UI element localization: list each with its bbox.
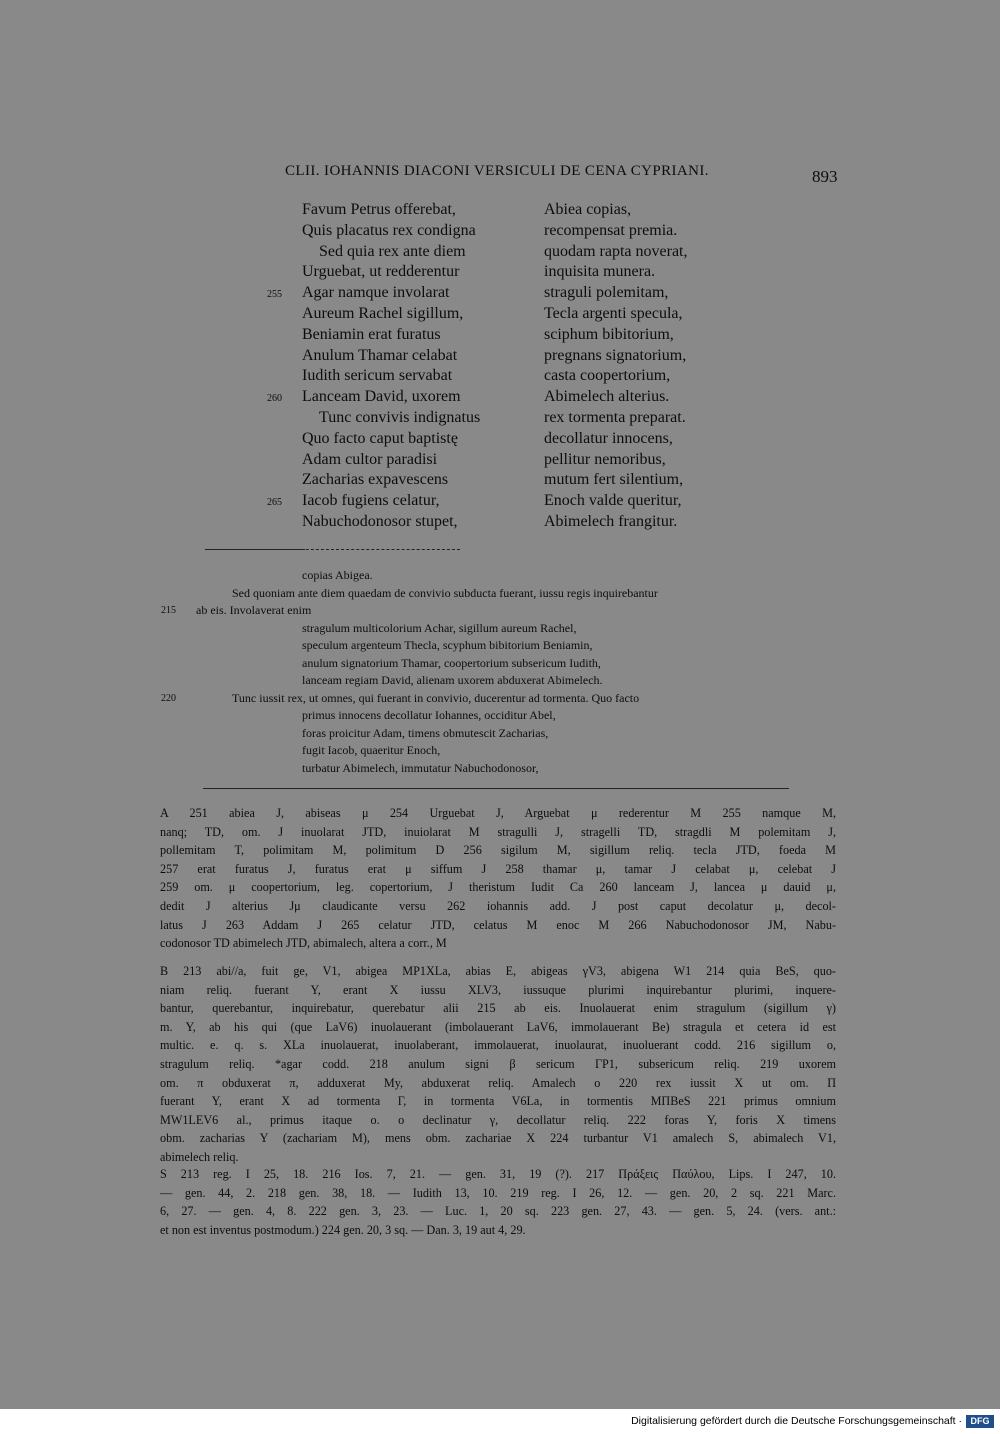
- apparatus-line: codonosor TD abimelech JTD, abimalech, altera a corr., M: [160, 936, 447, 951]
- dfg-logo: DFG: [966, 1415, 994, 1428]
- verse-line: [0, 471, 1000, 492]
- verse-line: [0, 243, 1000, 264]
- prose-line: Sed quoniam ante diem quaedam de convivio subducta fuerant, iussu regis inquirebantur: [232, 585, 658, 600]
- prose-line: primus innocens decollatur Iohannes, occiditur Abel,: [302, 708, 556, 722]
- apparatus-line: B 213 abi//a, fuit ge, V1, abigea MP1XLa, abias E, abigeas γV3, abigena W1 214 quia BeS, quo-: [160, 964, 836, 978]
- apparatus-line: A 251 abiea J, abiseas μ 254 Urguebat J, Arguebat μ rederentur M 255 namque M,: [160, 806, 836, 820]
- verse-right: Enoch valde queritur,: [544, 492, 682, 510]
- verse-line: [0, 388, 1000, 409]
- verse-left: Lanceam David, uxorem: [302, 388, 461, 406]
- verse-line: [0, 222, 1000, 243]
- separator-dashes: [205, 549, 460, 551]
- verse-line: [0, 263, 1000, 284]
- verse-line: [0, 451, 1000, 472]
- verse-line: [0, 492, 1000, 513]
- verse-line: [0, 305, 1000, 326]
- verse-right: pregnans signatorium,: [544, 346, 687, 364]
- footer-text: Digitalisierung gefördert durch die Deutsche Forschungsgemeinschaft ·: [631, 1415, 962, 1427]
- line-number: 265: [267, 497, 282, 509]
- verse-left: Urguebat, ut redderentur: [302, 263, 460, 281]
- prose-line: speculum argenteum Thecla, scyphum bibitorium Beniamin,: [302, 638, 593, 652]
- verse-right: Abimelech frangitur.: [544, 513, 678, 530]
- apparatus-line: abimelech reliq.: [160, 1149, 239, 1164]
- verse-left: Zacharias expavescens: [302, 471, 449, 489]
- verse-right: casta coopertorium,: [544, 367, 671, 385]
- line-number: 255: [267, 289, 282, 301]
- apparatus-sources: [160, 1165, 836, 1239]
- apparatus-line: latus J 263 Addam J 265 celatur JTD, celatus M enoc M 266 Nabuchodonosor JM, Nabu-: [160, 917, 836, 932]
- apparatus-line: stragulum reliq. *agar codd. 218 anulum signi β sericum ΓP1, subsericum reliq. 219 uxorem: [160, 1056, 836, 1071]
- verse-left: Quo facto caput baptistę: [302, 429, 458, 447]
- apparatus-line: S 213 reg. I 25, 18. 216 Ios. 7, 21. — gen. 31, 19 (?). 217 Πράξεις Παύλου, Lips. I 247, 10.: [160, 1167, 836, 1181]
- verse-left: Iudith sericum servabat: [302, 367, 453, 385]
- apparatus-line: et non est inventus postmodum.) 224 gen. 20, 3 sq. — Dan. 3, 19 aut 4, 29.: [160, 1222, 526, 1237]
- prose-line: foras proicitur Adam, timens obmutescit Zacharias,: [302, 725, 549, 740]
- verse-line: [0, 513, 1000, 534]
- verse-right: quodam rapta noverat,: [544, 242, 688, 260]
- apparatus-rule: [203, 788, 789, 789]
- prose-line: fugit Iacob, quaeritur Enoch,: [302, 743, 441, 757]
- verse-left: Iacob fugiens celatur,: [302, 492, 440, 510]
- running-title: CLII. IOHANNIS DIACONI VERSICULI DE CENA CYPRIANI.: [285, 163, 709, 179]
- verse-right: rex tormenta preparat.: [544, 409, 686, 426]
- verse-right: recompensat premia.: [544, 221, 678, 239]
- verse-left: Sed quia rex ante diem: [319, 242, 466, 260]
- prose-line: lanceam regiam David, alienam uxorem abduxerat Abimelech.: [302, 673, 603, 687]
- verse-left: Adam cultor paradisi: [302, 450, 438, 468]
- apparatus-line: dedit J alterius Jμ claudicante versu 262 iohannis add. J post caput decolatur μ, decol-: [160, 898, 836, 913]
- line-number: 220: [161, 692, 176, 704]
- verse-right: pellitur nemoribus,: [544, 450, 666, 468]
- apparatus-line: fuerant Y, erant X ad tormenta Γ, in tormenta V6La, in tormentis MΠBeS 221 primus omnium: [160, 1094, 836, 1109]
- page-number: 893: [812, 167, 838, 186]
- verse-left: Anulum Thamar celabat: [302, 346, 458, 364]
- verse-right: Abiea copias,: [544, 201, 632, 218]
- line-number: 260: [267, 393, 282, 405]
- apparatus-line: m. Y, ab his qui (que LaV6) inuolauerant (imbolauerant LaV6, immolauerant Be) stragula et cetera id est: [160, 1019, 836, 1034]
- verse-left: Beniamin erat furatus: [302, 325, 441, 343]
- verse-line: [0, 326, 1000, 347]
- apparatus-line: obm. zacharias Y (zachariam M), mens obm. zachariae X 224 turbantur V1 amalech S, abimalech V1,: [160, 1131, 836, 1146]
- prose-line: copias Abigea.: [302, 568, 373, 582]
- verse-line: [0, 347, 1000, 368]
- verse-right: straguli polemitam,: [544, 284, 669, 302]
- apparatus-line: 259 om. μ coopertorium, leg. copertorium, J theristum Iudit Ca 260 lanceam J, lancea μ dauid μ,: [160, 880, 836, 895]
- apparatus-line: multic. e. q. s. XLa inuolauerat, inuolaberant, immolauerat, inuolaurat, inuoluerant codd. 216 sigillum o,: [160, 1038, 836, 1053]
- verse-right: Tecla argenti specula,: [544, 305, 683, 322]
- line-number: 215: [161, 605, 176, 616]
- verse-left: Favum Petrus offerebat,: [302, 201, 456, 218]
- verse-right: inquisita munera.: [544, 263, 656, 281]
- apparatus-line: pollemitam T, polimitam M, polimitum D 256 sigilum M, sigillum reliq. tecla JTD, foeda M: [160, 843, 836, 858]
- verse-left: Tunc convivis indignatus: [319, 409, 481, 426]
- verse-line: [0, 284, 1000, 305]
- apparatus-line: 6, 27. — gen. 4, 8. 222 gen. 3, 23. — Luc. 1, 20 sq. 223 gen. 27, 43. — gen. 5, 24. (vers. ant.:: [160, 1204, 836, 1219]
- footer-bar: [0, 1409, 1000, 1434]
- apparatus-b: [160, 962, 836, 1167]
- verse-line: [0, 201, 1000, 222]
- verse-line: [0, 430, 1000, 451]
- verse-left: Quis placatus rex condigna: [302, 221, 476, 239]
- prose-line: Tunc iussit rex, ut omnes, qui fuerant in convivio, ducerentur ad tormenta. Quo facto: [232, 690, 640, 705]
- prose-line: turbatur Abimelech, immutatur Nabuchodonosor,: [302, 760, 539, 775]
- prose-line: anulum signatorium Thamar, coopertorium subsericum Iudith,: [302, 655, 601, 670]
- apparatus-line: niam reliq. fuerant Y, erant X iussu XLV3, iussuque plurimi inquirebantur plurimi, inquere-: [160, 982, 836, 997]
- verse-right: Abimelech alterius.: [544, 388, 670, 406]
- prose-line: stragulum multicolorium Achar, sigillum aureum Rachel,: [302, 620, 577, 635]
- verse-left: Agar namque involarat: [302, 284, 450, 302]
- apparatus-line: 257 erat furatus J, furatus erat μ siffum J 258 thamar μ, tamar J celabat μ, celebat J: [160, 861, 836, 876]
- verse-line: [0, 409, 1000, 430]
- apparatus-line: — gen. 44, 2. 218 gen. 38, 18. — Iudith 13, 10. 219 reg. I 26, 12. — gen. 20, 2 sq. 221 Marc.: [160, 1185, 836, 1200]
- apparatus-line: MW1LEV6 al., primus itaque o. o declinatur γ, decollatur reliq. 222 foras Y, foris X timens: [160, 1112, 836, 1127]
- apparatus-line: nanq; TD, om. J inuolarat JTD, inuiolarat M stragulli J, stragelli TD, stragdli M polemitam J,: [160, 824, 836, 839]
- verse-line: [0, 367, 1000, 388]
- verse-left: Aureum Rachel sigillum,: [302, 305, 464, 322]
- verse-left: Nabuchodonosor stupet,: [302, 513, 458, 530]
- apparatus-a: [160, 804, 836, 953]
- verse-right: mutum fert silentium,: [544, 471, 684, 489]
- apparatus-line: bantur, querebantur, inquirebatur, querebatur alii 215 ab eis. Inuolauerat enim stragulum (sigillum γ): [160, 1001, 836, 1016]
- verse-right: sciphum bibitorium,: [544, 325, 674, 343]
- prose-line: ab eis. Involaverat enim: [196, 603, 312, 617]
- verse-right: decollatur innocens,: [544, 429, 673, 447]
- apparatus-line: om. π obduxerat π, adduxerat My, abduxerat reliq. Amalech o 220 rex iussit X ut om. Π: [160, 1075, 836, 1090]
